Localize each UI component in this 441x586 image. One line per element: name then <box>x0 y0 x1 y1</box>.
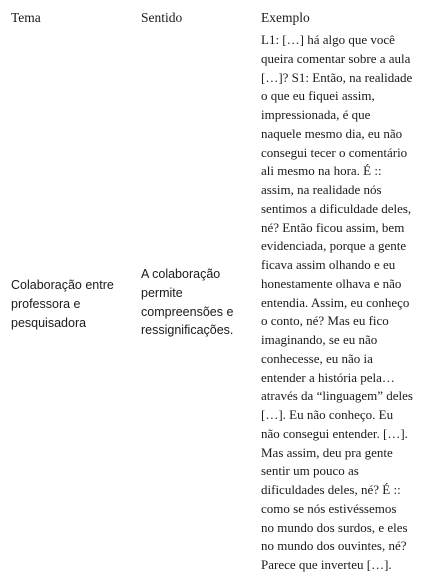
exemplo-line: o conto, né? Mas eu fico <box>261 313 389 329</box>
sentido-line: permite <box>141 285 183 300</box>
exemplo-line: através da “linguagem” deles <box>261 388 413 404</box>
exemplo-line: conhecesse, eu não ia <box>261 350 373 366</box>
exemplo-line: no mundo dos surdos, e eles <box>261 519 408 535</box>
exemplo-line: sentimos a dificuldade deles, <box>261 200 412 216</box>
exemplo-line: entender a história pela… <box>261 369 395 385</box>
exemplo-line: L1: […] há algo que você <box>261 32 395 47</box>
exemplo-line: entendia. Assim, eu conheço <box>261 294 410 310</box>
tema-line: pesquisadora <box>11 315 87 330</box>
exemplo-line: no mundo dos ouvintes, né? <box>261 538 407 554</box>
exemplo-line: honestamente olhava e não <box>261 275 402 291</box>
exemplo-line: não consegui entender. […]. <box>261 425 408 441</box>
exemplo-line: sentir um pouco as <box>261 463 359 479</box>
tema-line: professora e <box>11 296 81 311</box>
sentido-line: A colaboração <box>141 267 221 281</box>
sentido-line: ressignificações. <box>141 323 234 338</box>
column-header-tema: Tema <box>11 10 41 25</box>
exemplo-line: queira comentar sobre a aula <box>261 50 411 66</box>
exemplo-line: assim, na realidade nós <box>261 182 382 197</box>
column-header-exemplo: Exemplo <box>261 10 310 25</box>
exemplo-line: […]. Eu não conheço. Eu <box>261 407 394 422</box>
exemplo-line: né? Então ficou assim, bem <box>261 219 405 235</box>
exemplo-line: Parece que inverteu […]. <box>261 557 392 572</box>
tema-line: Colaboração entre <box>11 278 114 292</box>
column-header-sentido: Sentido <box>141 10 183 25</box>
exemplo-line: Mas assim, deu pra gente <box>261 444 393 460</box>
exemplo-cell <box>261 31 437 575</box>
exemplo-line: consegui tecer o comentário <box>261 144 408 160</box>
exemplo-line: evidenciada, porque a gente <box>261 238 407 254</box>
tema-cell <box>11 276 136 332</box>
exemplo-line: ficava assim olhando e eu <box>261 257 396 272</box>
exemplo-line: imaginando, se eu não <box>261 332 378 347</box>
exemplo-line: impressionada, é que <box>261 107 371 122</box>
exemplo-line: o que eu fiquei assim, <box>261 88 375 104</box>
exemplo-line: […]? S1: Então, na realidade <box>261 69 413 85</box>
exemplo-line: como se nós estivéssemos <box>261 500 397 516</box>
sentido-cell <box>141 265 253 340</box>
exemplo-line: dificuldades deles, né? É :: <box>261 482 401 497</box>
exemplo-line: ali mesmo na hora. É :: <box>261 163 382 179</box>
exemplo-line: naquele mesmo dia, eu não <box>261 125 403 141</box>
sentido-line: compreensões e <box>141 304 234 319</box>
